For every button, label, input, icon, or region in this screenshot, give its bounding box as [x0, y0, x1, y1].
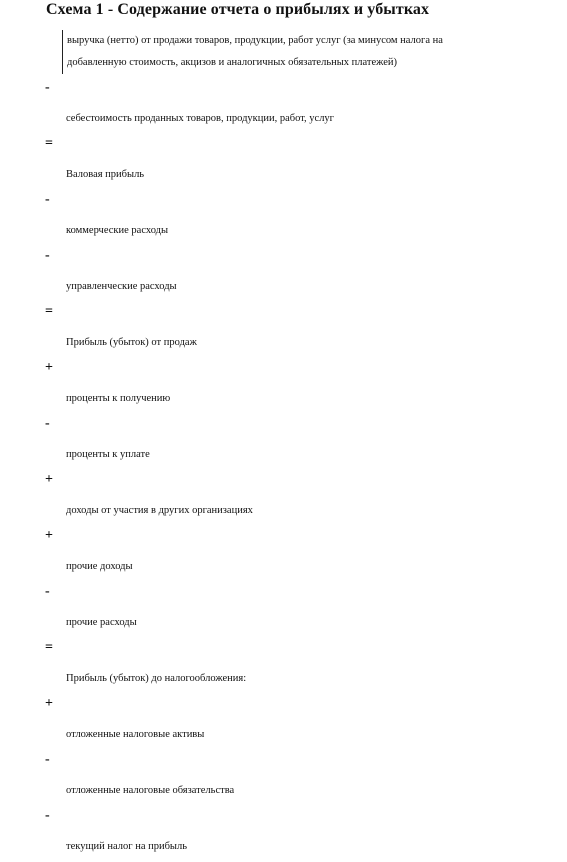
- row-label: отложенные налоговые обязательства: [66, 785, 235, 796]
- revenue-header-box: [62, 30, 527, 74]
- operator-sign: =: [45, 304, 53, 319]
- operator-sign: =: [45, 136, 53, 151]
- operator-sign: +: [45, 360, 53, 375]
- row-label: прочие доходы: [66, 561, 133, 572]
- document-title: Схема 1 - Содержание отчета о прибылях и убытках: [46, 1, 430, 18]
- row-label: доходы от участия в других организациях: [66, 505, 253, 516]
- operator-sign: +: [45, 696, 53, 711]
- row-label: Прибыль (убыток) до налогообложения:: [66, 673, 247, 684]
- row-label: Валовая прибыль: [66, 169, 145, 180]
- row-label: прочие расходы: [66, 617, 137, 628]
- operator-sign: -: [45, 248, 50, 263]
- row-label: Прибыль (убыток) от продаж: [66, 337, 197, 348]
- operator-sign: -: [45, 80, 50, 95]
- operator-sign: =: [45, 640, 53, 655]
- revenue-header-line-1: выручка (нетто) от продажи товаров, продукции, работ услуг (за минусом налога на: [67, 35, 443, 46]
- revenue-header-line-2: добавленную стоимость, акцизов и аналогичных обязательных платежей): [67, 57, 398, 68]
- row-label: управленческие расходы: [66, 281, 177, 292]
- operator-sign: -: [45, 416, 50, 431]
- row-label: проценты к уплате: [66, 449, 150, 460]
- operator-sign: -: [45, 584, 50, 599]
- row-label: коммерческие расходы: [66, 225, 169, 236]
- row-label: себестоимость проданных товаров, продукции, работ, услуг: [66, 113, 334, 124]
- operator-sign: -: [45, 192, 50, 207]
- operator-sign: -: [45, 752, 50, 767]
- row-label: текущий налог на прибыль: [66, 841, 188, 852]
- row-label: проценты к получению: [66, 393, 171, 404]
- operator-sign: -: [45, 808, 50, 823]
- operator-sign: +: [45, 528, 53, 543]
- operator-sign: +: [45, 472, 53, 487]
- row-label: отложенные налоговые активы: [66, 729, 205, 740]
